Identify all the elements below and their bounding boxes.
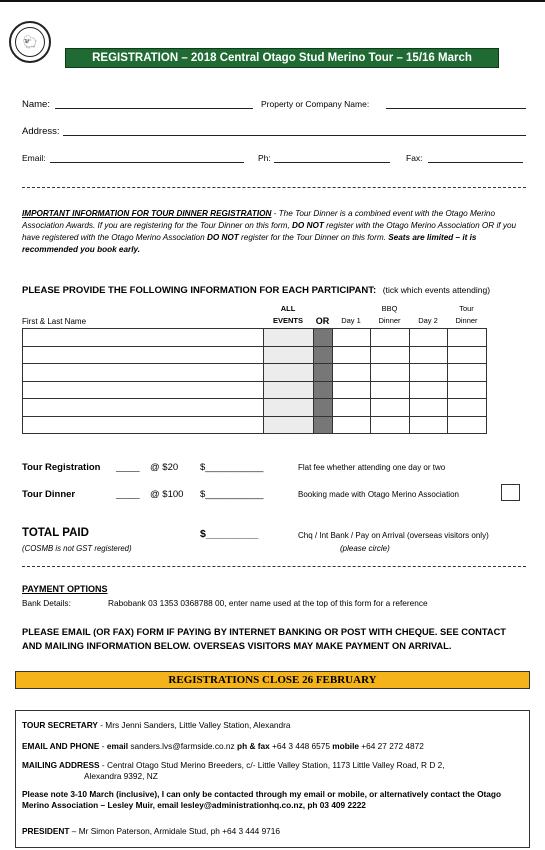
tour-dinner-amount[interactable]: $___________ [200, 489, 264, 500]
sheep-seal-icon [15, 27, 45, 57]
bbq-dinner-cell[interactable] [371, 329, 410, 347]
all-events-cell[interactable] [264, 399, 314, 417]
day2-cell[interactable] [410, 329, 448, 347]
bbq-dinner-cell[interactable] [371, 399, 410, 417]
day1-cell[interactable] [333, 416, 371, 434]
payment-methods[interactable]: Chq / Int Bank / Pay on Arrival (overseas visitors only) [298, 531, 489, 540]
dinner-info-seats: Seats are limited – it is recommended you book early. [22, 233, 477, 254]
col-tour-dinner-header [447, 303, 486, 327]
dinner-info-paragraph [22, 208, 528, 256]
logo-glyph: 🐑 [22, 35, 38, 49]
mobile-key: mobile [332, 741, 359, 751]
day1-cell[interactable] [333, 329, 371, 347]
separator-1 [22, 187, 526, 188]
tour-dinner-cell[interactable] [448, 416, 487, 434]
col-all-line-2: EVENTS [272, 316, 303, 325]
top-rule [0, 0, 545, 2]
dinner-info-heading: IMPORTANT INFORMATION FOR TOUR DINNER REGISTRATION [22, 209, 272, 218]
bbq-dinner-cell[interactable] [371, 364, 410, 382]
total-paid-label: TOTAL PAID [22, 527, 89, 539]
tick-note: (tick which events attending) [382, 285, 491, 295]
day2-cell[interactable] [410, 381, 448, 399]
property-label: Property or Company Name: [261, 99, 370, 109]
president-label: PRESIDENT [22, 826, 70, 836]
name-cell[interactable] [23, 399, 264, 417]
dinner-info-text-3: register for the Tour Dinner on this form. [238, 233, 389, 242]
col-or-header: OR [315, 316, 330, 326]
secretary-mobile: +64 27 272 4872 [359, 741, 424, 751]
participant-row [23, 416, 487, 434]
tour-dinner-qty[interactable]: _____ [116, 489, 140, 499]
day2-cell[interactable] [410, 399, 448, 417]
col-day2-header: Day 2 [418, 316, 438, 325]
tour-dinner-cell[interactable] [448, 381, 487, 399]
col-tour-line-2: Dinner [455, 316, 478, 325]
day2-cell[interactable] [410, 364, 448, 382]
all-events-cell[interactable] [264, 329, 314, 347]
col-name-header: First & Last Name [22, 317, 87, 326]
association-logo [9, 21, 51, 63]
dinner-info-donot-2: DO NOT [206, 233, 239, 242]
participants-heading-text: PLEASE PROVIDE THE FOLLOWING INFORMATION FOR EACH PARTICIPANT: [22, 285, 377, 296]
tour-dinner-cell[interactable] [448, 329, 487, 347]
participant-row [23, 346, 487, 364]
payment-instructions: PLEASE EMAIL (OR FAX) FORM IF PAYING BY INTERNET BANKING OR POST WITH CHEQUE. SEE CONTACT AND MAILING INFORMATION BELOW. OVERSEAS VISITORS MAY MAKE PAYMENT ON ARRIVAL. [22, 627, 506, 651]
tour-registration-amount[interactable]: $___________ [200, 462, 264, 473]
all-events-cell[interactable] [264, 346, 314, 364]
bank-details-label: Bank Details: [22, 598, 71, 608]
fax-field[interactable] [428, 162, 523, 163]
or-cell [314, 364, 333, 382]
or-cell [314, 399, 333, 417]
tour-dinner-cell[interactable] [448, 346, 487, 364]
email-dash: - [99, 741, 107, 751]
bbq-dinner-cell[interactable] [371, 416, 410, 434]
president-line [22, 826, 280, 837]
participant-row [23, 381, 487, 399]
participant-row [23, 329, 487, 347]
phfax-key: ph & fax [237, 741, 270, 751]
col-tour-line-1: Tour [459, 304, 474, 313]
tour-registration-price: @ $20 [150, 462, 179, 473]
fax-label: Fax: [406, 153, 423, 163]
participant-row [23, 364, 487, 382]
mailing-line [22, 760, 445, 771]
phone-label: Ph: [258, 153, 271, 163]
payment-options-heading: PAYMENT OPTIONS [22, 584, 108, 594]
day1-cell[interactable] [333, 399, 371, 417]
name-cell[interactable] [23, 416, 264, 434]
participants-table [22, 328, 487, 434]
participant-row [23, 399, 487, 417]
president-value: – Mr Simon Paterson, Armidale Stud, ph +64 3 444 9716 [69, 826, 281, 836]
name-field[interactable] [55, 108, 253, 109]
tour-registration-note: Flat fee whether attending one day or two [298, 463, 446, 472]
tour-registration-label: Tour Registration [22, 462, 101, 473]
all-events-cell[interactable] [264, 381, 314, 399]
property-field[interactable] [386, 108, 526, 109]
or-cell [314, 416, 333, 434]
tour-registration-qty[interactable]: _____ [116, 462, 140, 472]
tour-dinner-cell[interactable] [448, 364, 487, 382]
name-cell[interactable] [23, 346, 264, 364]
circle-note: (please circle) [340, 544, 390, 553]
col-bbq-line-1: BBQ [381, 304, 398, 313]
all-events-cell[interactable] [264, 364, 314, 382]
bbq-dinner-cell[interactable] [371, 381, 410, 399]
or-cell [314, 329, 333, 347]
col-bbq-line-2: Dinner [378, 316, 401, 325]
tour-dinner-price: @ $100 [150, 489, 184, 500]
bank-details: Rabobank 03 1353 0368788 00, enter name used at the top of this form for a reference [108, 598, 428, 608]
gst-note: (COSMB is not GST registered) [22, 544, 132, 553]
email-field[interactable] [50, 162, 244, 163]
registration-close-banner: REGISTRATIONS CLOSE 26 FEBRUARY [15, 671, 530, 689]
availability-note: Please note 3-10 March (inclusive), I can only be contacted through my email or mobile, or alternatively contact the Otago Merino Association – Lesley Muir, email lesley@administrationhq.co.nz, ph 03 409 2222 [22, 789, 502, 810]
name-label: Name: [22, 99, 50, 110]
day2-cell[interactable] [410, 416, 448, 434]
phone-field[interactable] [274, 162, 390, 163]
bbq-dinner-cell[interactable] [371, 346, 410, 364]
otago-booking-checkbox[interactable] [501, 484, 520, 501]
email-phone-label: EMAIL AND PHONE [22, 741, 100, 751]
col-bbq-header [370, 303, 409, 327]
dinner-info-text-1: - The Tour Dinner is a combined event with the Otago Merino Association Awards. If you are registering for the Tour Dinner on this form, [22, 209, 496, 230]
email-key: email [106, 741, 129, 751]
secretary-line [22, 720, 291, 731]
all-events-cell[interactable] [264, 416, 314, 434]
dinner-info-text-2: register with the Otago Merino Association OR if you have registered with the Otago Merino Association [22, 221, 517, 242]
total-paid-amount[interactable]: $_________ [200, 528, 259, 540]
email-label: Email: [22, 153, 46, 163]
tour-dinner-cell[interactable] [448, 399, 487, 417]
mailing-address: - Central Otago Stud Merino Breeders, c/- Little Valley Station, 1173 Little Valley Road, R D 2, [99, 760, 445, 770]
day1-cell[interactable] [333, 364, 371, 382]
mailing-label: MAILING ADDRESS [22, 760, 100, 770]
col-all-events-header [263, 303, 313, 327]
form-title: REGISTRATION – 2018 Central Otago Stud Merino Tour – 15/16 March [65, 48, 499, 68]
name-cell[interactable] [23, 381, 264, 399]
day2-cell[interactable] [410, 346, 448, 364]
email-phone-line [22, 741, 424, 752]
participants-heading [22, 285, 490, 296]
address-label: Address: [22, 126, 60, 137]
address-field[interactable] [63, 135, 526, 136]
secretary-label: TOUR SECRETARY [22, 720, 98, 730]
col-day1-header: Day 1 [341, 316, 361, 325]
separator-2 [22, 566, 526, 567]
tour-dinner-note: Booking made with Otago Merino Association [298, 490, 459, 499]
tour-dinner-label: Tour Dinner [22, 489, 76, 500]
col-all-line-1: ALL [280, 304, 296, 313]
name-cell[interactable] [23, 329, 264, 347]
or-cell [314, 346, 333, 364]
secretary-phone: +64 3 448 6575 [269, 741, 333, 751]
secretary-email[interactable]: sanders.lvs@farmside.co.nz [128, 741, 237, 751]
participants-table-body [23, 329, 487, 434]
day1-cell[interactable] [333, 381, 371, 399]
day1-cell[interactable] [333, 346, 371, 364]
secretary-value: - Mrs Jenni Sanders, Little Valley Station, Alexandra [97, 720, 291, 730]
or-cell [314, 381, 333, 399]
mailing-line-2: Alexandra 9392, NZ [84, 771, 158, 781]
name-cell[interactable] [23, 364, 264, 382]
dinner-info-donot-1: DO NOT [292, 221, 324, 230]
